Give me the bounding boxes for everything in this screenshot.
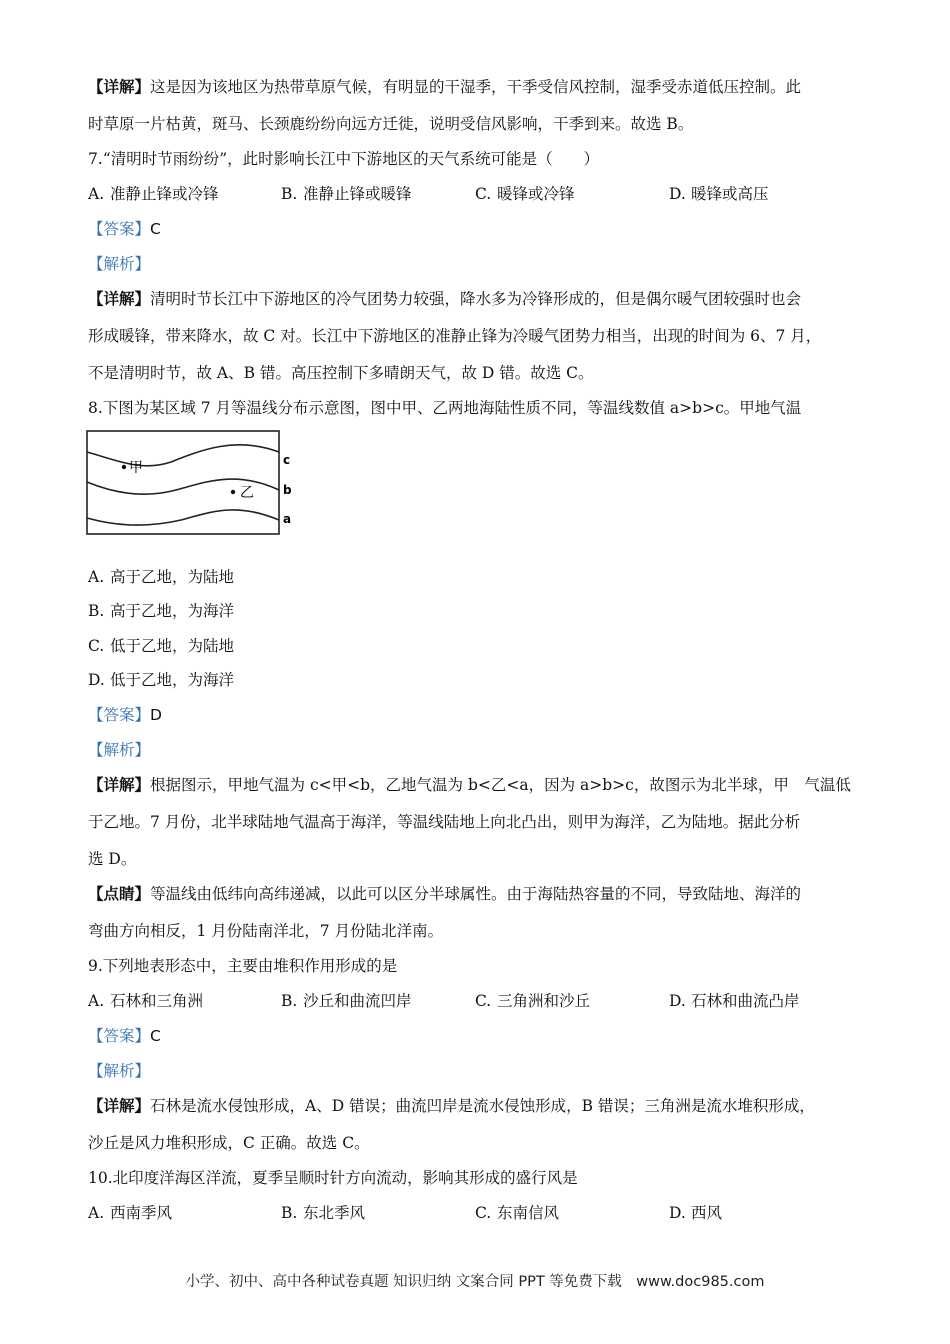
label-c: c (283, 453, 291, 467)
q8-detail-line2: 于乙地。7 月份，北半球陆地气温高于海洋，等温线陆地上向北凸出，则甲为海洋，乙为陆地。据此分析 (88, 813, 801, 831)
q10-option-b: B. 东北季风 (281, 1204, 366, 1222)
prev-detail-line1: 【详解】这是因为该地区为热带草原气候，有明显的干湿季，干季受信风控制，湿季受赤道低压控制。此 (88, 77, 802, 96)
q10-stem: 10.北印度洋海区洋流，夏季呈顺时针方向流动，影响其形成的盛行风是 (88, 1169, 578, 1187)
q7-answer: 【答案】C (88, 220, 161, 238)
q9-analysis-label: 【解析】 (88, 1062, 151, 1080)
q7-options (88, 183, 888, 205)
q7-stem: 7.“清明时节雨纷纷”，此时影响长江中下游地区的天气系统可能是（ ） (88, 150, 600, 168)
q7-detail-line2: 形成暖锋，带来降水，故 C 对。长江中下游地区的准静止锋为冷暖气团势力相当，出现的时间为 6、7 月， (88, 327, 822, 345)
q8-detail-line1: 【详解】根据图示，甲地气温为 c<甲<b，乙地气温为 b<乙<a，因为 a>b>c，故图示为北半球，甲 气温低 (88, 775, 851, 794)
q7-detail-line1: 【详解】清明时节长江中下游地区的冷气团势力较强，降水多为冷锋形成的，但是偶尔暖气团较强时也会 (88, 289, 802, 308)
q8-comment-line2: 弯曲方向相反，1 月份陆南洋北，7 月份陆北洋南。 (88, 922, 444, 940)
q10-options (88, 1202, 888, 1224)
q7-analysis-label: 【解析】 (88, 255, 151, 273)
q9-option-d: D. 石林和曲流凸岸 (669, 992, 800, 1010)
q7-option-d: D. 暖锋或高压 (669, 185, 769, 203)
q8-stem: 8.下图为某区域 7 月等温线分布示意图，图中甲、乙两地海陆性质不同，等温线数值 a>b>c。甲地气温 (88, 399, 802, 417)
q8-detail-line3: 选 D。 (88, 850, 137, 868)
map-frame (87, 431, 279, 534)
q9-options (88, 990, 888, 1012)
q9-detail-line2: 沙丘是风力堆积形成，C 正确。故选 C。 (88, 1134, 370, 1152)
q7-option-a: A. 准静止锋或冷锋 (88, 185, 219, 203)
q7-option-b: B. 准静止锋或暖锋 (281, 185, 412, 203)
q9-option-c: C. 三角洲和沙丘 (475, 992, 591, 1010)
q8-option-a: A. 高于乙地，为陆地 (88, 568, 235, 586)
q7-detail-line3: 不是清明时节，故 A、B 错。高压控制下多晴朗天气，故 D 错。故选 C。 (88, 364, 594, 382)
q9-detail-line1: 【详解】石林是流水侵蚀形成，A、D 错误；曲流凹岸是流水侵蚀形成，B 错误；三角洲是流水堆积形成， (88, 1096, 815, 1115)
prev-detail-line2: 时草原一片枯黄，斑马、长颈鹿纷纷向远方迁徙，说明受信风影响，干季到来。故选 B。 (88, 115, 694, 133)
q8-answer: 【答案】D (88, 706, 162, 724)
q9-option-b: B. 沙丘和曲流凹岸 (281, 992, 412, 1010)
q10-option-c: C. 东南信风 (475, 1204, 560, 1222)
detail-label: 【详解】 (88, 77, 151, 96)
label-yi: 乙 (240, 485, 254, 501)
q9-stem: 9.下列地表形态中，主要由堆积作用形成的是 (88, 957, 398, 975)
q8-option-b: B. 高于乙地，为海洋 (88, 602, 235, 620)
q8-analysis-label: 【解析】 (88, 741, 151, 759)
label-jia: 甲 (129, 460, 143, 476)
q9-answer: 【答案】C (88, 1027, 161, 1045)
q8-option-c: C. 低于乙地，为陆地 (88, 637, 235, 655)
q7-option-c: C. 暖锋或冷锋 (475, 185, 575, 203)
isotherm-map (86, 430, 306, 536)
q8-option-d: D. 低于乙地，为海洋 (88, 671, 235, 689)
q10-option-d: D. 西风 (669, 1204, 723, 1222)
q10-option-a: A. 西南季风 (88, 1204, 173, 1222)
label-a: a (283, 512, 292, 526)
q8-comment-line1: 【点睛】等温线由低纬向高纬递减，以此可以区分半球属性。由于海陆热容量的不同，导致陆地、海洋的 (88, 884, 802, 903)
label-b: b (283, 483, 292, 497)
point-yi (231, 490, 235, 494)
q9-option-a: A. 石林和三角洲 (88, 992, 204, 1010)
point-jia (122, 465, 126, 469)
page-footer: 小学、初中、高中各种试卷真题 知识归纳 文案合同 PPT 等免费下载 www.doc985.com (185, 1274, 765, 1290)
answer-label: 【答案】 (88, 220, 151, 238)
